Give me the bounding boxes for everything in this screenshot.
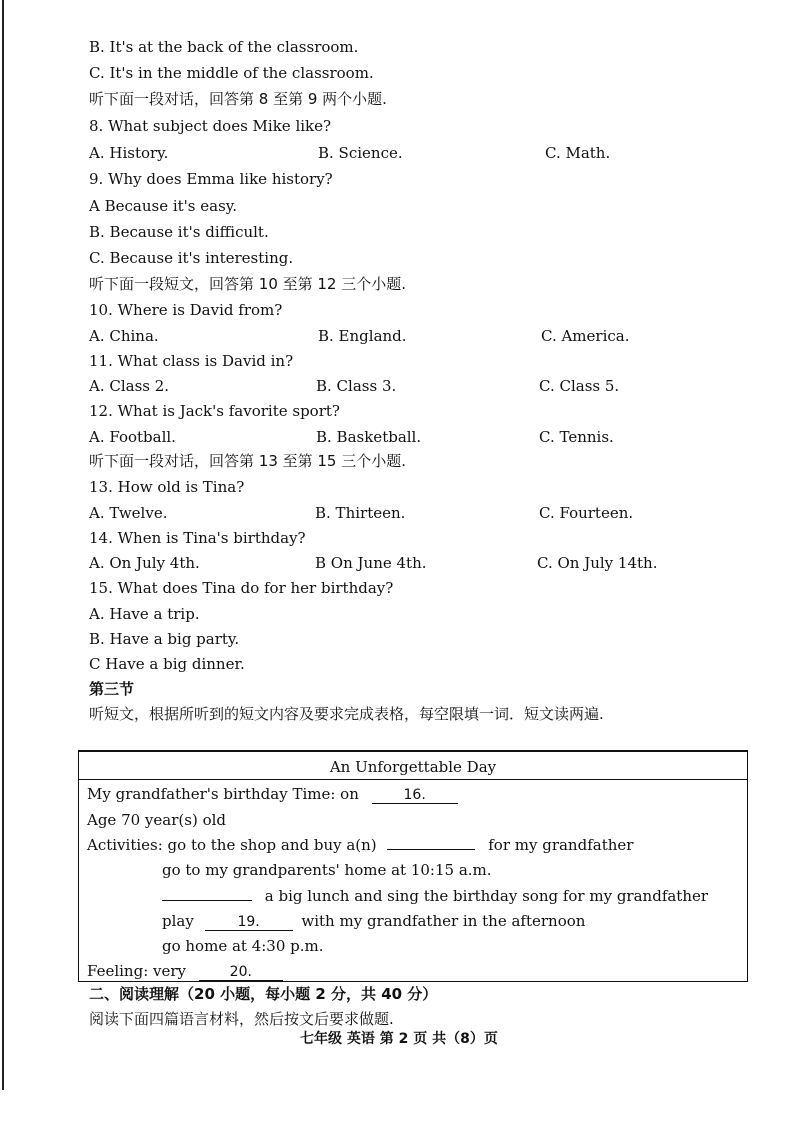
q11-option-b[interactable]: B. Class 3. <box>316 377 397 395</box>
q13-option-b[interactable]: B. Thirteen. <box>315 504 406 522</box>
activity-go-home: go home at 4:30 p.m. <box>162 937 324 955</box>
blank-19[interactable]: 19. <box>205 914 293 931</box>
table-row-lunch <box>162 886 708 906</box>
q8-stem: 8. What subject does Mike like? <box>89 117 332 135</box>
play-after: with my grandfather in the afternoon <box>301 912 586 930</box>
play-label: play <box>162 912 194 930</box>
q11-option-c[interactable]: C. Class 5. <box>539 377 620 395</box>
q7-option-c[interactable]: C. It's in the middle of the classroom. <box>89 64 374 82</box>
section3-title: 第三节 <box>89 680 135 698</box>
q15-stem: 15. What does Tina do for her birthday? <box>89 579 394 597</box>
q15-option-a[interactable]: A. Have a trip. <box>89 605 200 623</box>
table-row-time <box>87 784 458 804</box>
section3-instruction: 听短文，根据所听到的短文内容及要求完成表格，每空限填一词．短文读两遍. <box>89 705 604 723</box>
q12-option-c[interactable]: C. Tennis. <box>539 428 614 446</box>
instruction-q13-15: 听下面一段对话，回答第 13 至第 15 三个小题. <box>89 452 407 470</box>
q12-option-b[interactable]: B. Basketball. <box>316 428 422 446</box>
q11-stem: 11. What class is David in? <box>89 352 294 370</box>
table-title: An Unforgettable Day <box>79 752 747 780</box>
q9-option-a[interactable]: A Because it's easy. <box>89 197 238 215</box>
q10-option-a[interactable]: A. China. <box>89 327 159 345</box>
activity-go-home-grandparents: go to my grandparents' home at 10:15 a.m. <box>162 861 492 879</box>
lunch-text: a big lunch and sing the birthday song for my grandfather <box>264 887 709 905</box>
q14-option-c[interactable]: C. On July 14th. <box>537 554 658 572</box>
blank-18[interactable] <box>162 900 252 901</box>
part2-instruction: 阅读下面四篇语言材料，然后按文后要求做题. <box>89 1010 394 1028</box>
form-table <box>78 750 748 982</box>
q8-option-c[interactable]: C. Math. <box>545 144 611 162</box>
instruction-q10-12: 听下面一段短文，回答第 10 至第 12 三个小题. <box>89 275 407 293</box>
q8-option-b[interactable]: B. Science. <box>318 144 403 162</box>
q14-option-a[interactable]: A. On July 4th. <box>89 554 200 572</box>
q8-option-a[interactable]: A. History. <box>89 144 169 162</box>
q15-option-c[interactable]: C Have a big dinner. <box>89 655 245 673</box>
q14-stem: 14. When is Tina's birthday? <box>89 529 306 547</box>
activities-label: Activities: go to the shop and buy a(n) <box>87 836 377 854</box>
q13-option-c[interactable]: C. Fourteen. <box>539 504 634 522</box>
q10-stem: 10. Where is David from? <box>89 301 283 319</box>
q13-option-a[interactable]: A. Twelve. <box>89 504 168 522</box>
age-row: Age 70 year(s) old <box>87 811 226 829</box>
feeling-label: Feeling: very <box>87 962 187 980</box>
q13-stem: 13. How old is Tina? <box>89 478 245 496</box>
q15-option-b[interactable]: B. Have a big party. <box>89 630 240 648</box>
q9-option-c[interactable]: C. Because it's interesting. <box>89 249 294 267</box>
blank-20[interactable]: 20. <box>199 964 283 981</box>
q11-option-a[interactable]: A. Class 2. <box>89 377 170 395</box>
table-row-feeling <box>87 961 283 981</box>
q10-option-c[interactable]: C. America. <box>541 327 630 345</box>
table-row-play <box>162 911 585 931</box>
q14-option-b[interactable]: B On June 4th. <box>315 554 427 572</box>
q12-stem: 12. What is Jack's favorite sport? <box>89 402 340 420</box>
page-footer: 七年级 英语 第 2 页 共（8）页 <box>300 1031 498 1047</box>
q10-option-b[interactable]: B. England. <box>318 327 407 345</box>
activities-after: for my grandfather <box>488 836 634 854</box>
part2-title: 二、阅读理解（20 小题，每小题 2 分，共 40 分） <box>89 985 438 1003</box>
q12-option-a[interactable]: A. Football. <box>89 428 176 446</box>
q9-stem: 9. Why does Emma like history? <box>89 170 333 188</box>
q9-option-b[interactable]: B. Because it's difficult. <box>89 223 269 241</box>
instruction-q8-9: 听下面一段对话，回答第 8 至第 9 两个小题. <box>89 90 387 108</box>
time-label: My grandfather's birthday Time: on <box>87 785 359 803</box>
blank-16[interactable]: 16. <box>372 787 458 804</box>
blank-17[interactable] <box>387 849 475 850</box>
table-row-activities <box>87 835 633 855</box>
scan-edge-line <box>2 0 4 1090</box>
q7-option-b[interactable]: B. It's at the back of the classroom. <box>89 38 359 56</box>
